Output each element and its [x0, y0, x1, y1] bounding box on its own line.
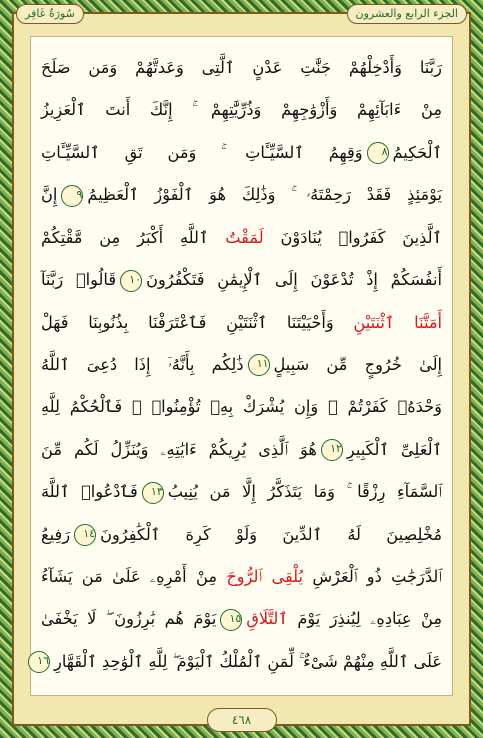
verse-text: وَحْدَهُۥ كَفَرْتُمْ ۖ وَإِن يُشْرَكْ بِهِۦ تُؤْمِنُوا۟ ۚ فَٱلْحُكْمُ لِلَّهِ: [41, 397, 442, 417]
ayah-number-marker: ١٠: [120, 270, 142, 292]
verse-text: وَأَحْيَيْتَنَا ٱثْنَتَيْنِ فَٱعْتَرَفْنَا بِذُنُوبِنَا فَهَلْ: [41, 312, 354, 332]
verse-line: [41, 176, 442, 214]
verse-line: [41, 600, 442, 638]
ayah-number-marker: ١٤: [74, 524, 96, 546]
verse-text: فَٱدْعُوا۟ ٱللَّهَ: [41, 482, 138, 502]
verse-line: [41, 516, 442, 554]
verse-line: [41, 219, 442, 257]
verse-text: رَبَّنَا وَأَدْخِلْهُمْ جَنَّٰتِ عَدْنٍ ٱلَّتِى وَعَدتَّهُمْ وَمَن صَلَحَ: [41, 58, 442, 77]
verse-text: هُوَ ٱلَّذِى يُرِيكُمْ ءَايَٰتِهِۦ وَيُنَزِّلُ لَكُم مِّنَ: [41, 439, 317, 459]
verse-text: ذَٰلِكُم بِأَنَّهُۥٓ إِذَا دُعِىَ ٱللَّهُ: [41, 354, 244, 374]
verse-line: [41, 304, 442, 342]
verse-line: [41, 91, 442, 129]
highlighted-word: أَمَتَّنَا ٱثْنَتَيْنِ: [353, 312, 443, 332]
verse-line: [41, 134, 442, 172]
ayah-number-marker: ٨: [367, 142, 389, 164]
verse-text: إِلَىٰ خُرُوجٍ مِّن سَبِيلٍ: [273, 354, 443, 374]
verse-line: [41, 388, 442, 426]
page-header: [16, 2, 467, 26]
verse-text: قَالُوا۟ رَبَّنَآ: [41, 270, 117, 290]
page-number: ٤٦٨: [207, 708, 277, 732]
verse-text: أَنفُسَكُمْ إِذْ تُدْعَوْنَ إِلَى ٱلْإِيمَٰنِ فَتَكْفُرُونَ: [146, 270, 443, 290]
juz-label: الجزء الرابع والعشرون: [347, 4, 468, 24]
verse-text: مُخْلِصِينَ لَهُ ٱلدِّينَ وَلَوْ كَرِهَ ٱلْكَٰفِرُونَ: [100, 524, 442, 544]
verse-text: إِنَّ: [41, 185, 58, 205]
verse-lines: [37, 49, 443, 681]
verse-line: [41, 49, 442, 87]
verse-line: [41, 558, 442, 596]
ayah-number-marker: ٩: [61, 185, 83, 207]
ayah-number-marker: ١٣: [142, 482, 164, 504]
verse-line: [41, 346, 442, 384]
verse-text: يَوْمَ هُم بَٰرِزُونَ ۖ لَا يَخْفَىٰ: [41, 609, 217, 629]
verse-text: ٱلْحَكِيمُ: [392, 142, 442, 162]
ayah-number-marker: ١٥: [220, 609, 242, 631]
quran-page: [30, 36, 453, 696]
verse-text: وَقِهِمُ ٱلسَّيِّـَٔاتِ ۚ وَمَن تَقِ ٱلسَّيِّـَٔاتِ: [41, 142, 363, 162]
highlighted-word: ٱلتَّلَاقِ: [246, 609, 288, 629]
verse-text: مِنْ أَمْرِهِۦ عَلَىٰ مَن يَشَآءُ: [41, 567, 227, 587]
verse-line: [41, 261, 442, 299]
verse-text: عَلَى ٱللَّهِ مِنْهُمْ شَىْءٌ ۚ لِّمَنِ ٱلْمُلْكُ ٱلْيَوْمَ ۖ لِلَّهِ ٱلْوَٰحِدِ ٱلْقَهَّارِ: [54, 651, 442, 671]
surah-name-label: سُورَةُ غَافِر: [16, 4, 84, 24]
verse-text: يَوْمَئِذٍ فَقَدْ رَحِمْتَهُۥ ۚ وَذَٰلِكَ هُوَ ٱلْفَوْزُ ٱلْعَظِيمُ: [87, 185, 442, 205]
verse-line: [37, 643, 442, 681]
verse-text: رَفِيعُ: [41, 524, 71, 544]
verse-line: [41, 431, 442, 469]
verse-text: مِنْ عِبَادِهِۦ لِيُنذِرَ يَوْمَ: [287, 609, 442, 629]
verse-line: [41, 473, 442, 511]
verse-text: ٱلَّذِينَ كَفَرُوا۟ يُنَادَوْنَ: [263, 227, 442, 247]
verse-text: مِنْ ءَابَآئِهِمْ وَأَزْوَٰجِهِمْ وَذُرِّيَّٰتِهِمْ ۚ إِنَّكَ أَنتَ ٱلْعَزِيزُ: [41, 100, 442, 120]
verse-text: ٱلسَّمَآءِ رِزْقًا ۚ وَمَا يَتَذَكَّرُ إِلَّا مَن يُنِيبُ: [167, 482, 443, 502]
highlighted-word: لَمَقْتُ: [225, 227, 264, 247]
ayah-number-marker: ١١: [248, 354, 270, 376]
verse-text: ٱللَّهِ أَكْبَرُ مِن مَّقْتِكُمْ: [41, 227, 226, 247]
ayah-number-marker: ١٢: [321, 439, 343, 461]
verse-text: ٱلدَّرَجَٰتِ ذُو ٱلْعَرْشِ: [303, 567, 442, 587]
highlighted-word: يُلْقِى ٱلرُّوحَ: [226, 567, 304, 587]
verse-text: ٱلْعَلِىِّ ٱلْكَبِيرِ: [346, 439, 443, 459]
ayah-number-marker: ١٦: [28, 651, 50, 673]
